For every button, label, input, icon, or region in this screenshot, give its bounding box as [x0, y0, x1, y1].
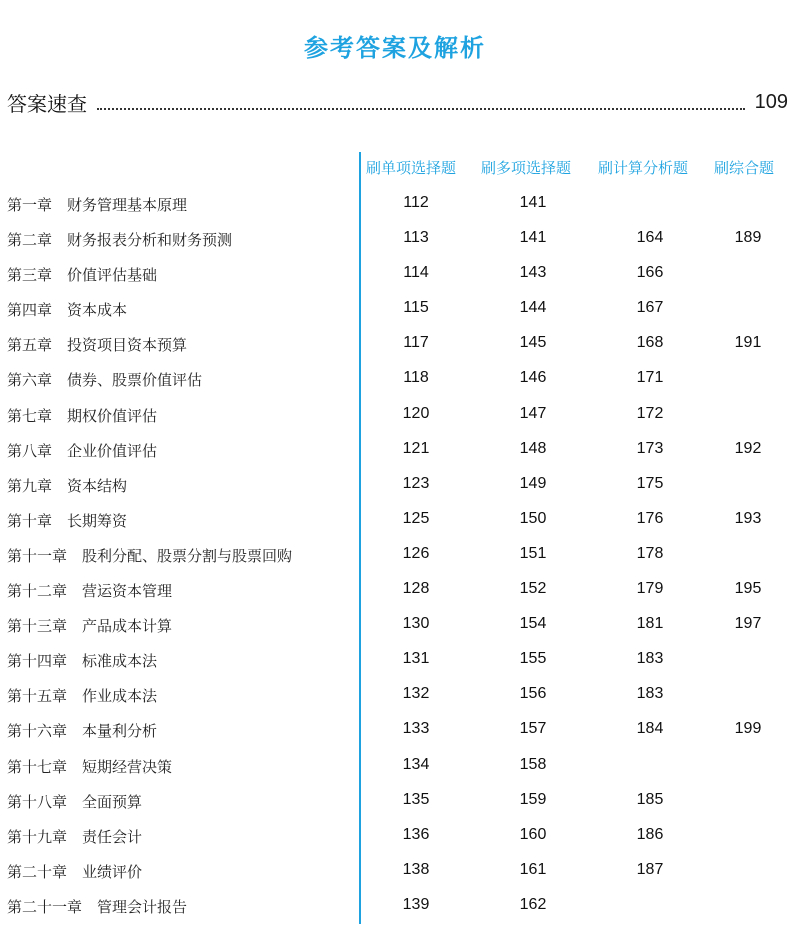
chapter-title: 第十一章 股利分配、股票分割与股票回购 [7, 546, 293, 565]
single-choice-page: 112 [403, 194, 429, 211]
single-choice-page: 135 [402, 790, 430, 808]
multiple-choice-page: 162 [519, 895, 547, 913]
single-choice-page: 128 [402, 580, 430, 598]
single-choice-page: 132 [402, 685, 430, 703]
chapter-title: 第二十一章 管理会计报告 [7, 897, 188, 916]
multiple-choice-page: 148 [519, 439, 547, 457]
single-choice-page: 125 [402, 509, 430, 527]
multiple-choice-page: 145 [519, 334, 547, 352]
header-calculation: 刷计算分析题 [598, 159, 689, 177]
table-row[interactable] [0, 642, 790, 677]
table-row[interactable] [0, 397, 790, 432]
single-choice-page: 115 [403, 299, 429, 317]
multiple-choice-page: 157 [519, 720, 547, 738]
multiple-choice-page: 159 [519, 790, 547, 808]
single-choice-page: 113 [403, 229, 429, 247]
page-title: 参考答案及解析 [304, 34, 486, 62]
chapter-title: 第八章 企业价值评估 [7, 441, 158, 460]
chapter-title: 第六章 债券、股票价值评估 [7, 371, 203, 390]
multiple-choice-page: 156 [519, 685, 547, 703]
chapter-title: 第十二章 营运资本管理 [7, 582, 173, 601]
table-row[interactable] [0, 221, 790, 256]
comprehensive-page: 195 [734, 580, 762, 598]
single-choice-page: 133 [402, 720, 430, 738]
multiple-choice-page: 144 [519, 299, 547, 317]
table-row[interactable] [0, 677, 790, 712]
comprehensive-page: 191 [734, 334, 762, 352]
table-row[interactable] [0, 783, 790, 818]
header-multiple-choice: 刷多项选择题 [481, 159, 572, 177]
chapter-title: 第二章 财务报表分析和财务预测 [7, 231, 233, 250]
calculation-page: 186 [636, 825, 664, 843]
single-choice-page: 126 [402, 544, 430, 562]
quick-reference-entry[interactable] [7, 88, 788, 116]
calculation-page: 185 [636, 790, 664, 808]
multiple-choice-page: 151 [519, 544, 547, 562]
table-row[interactable] [0, 502, 790, 537]
calculation-page: 166 [636, 264, 664, 282]
table-row[interactable] [0, 467, 790, 502]
table-row[interactable] [0, 256, 790, 291]
multiple-choice-page: 160 [519, 825, 547, 843]
chapter-title: 第十七章 短期经营决策 [7, 757, 173, 776]
multiple-choice-page: 154 [519, 615, 547, 633]
multiple-choice-page: 141 [519, 229, 547, 247]
calculation-page: 184 [636, 720, 664, 738]
single-choice-page: 138 [402, 860, 430, 878]
chapter-title: 第一章 财务管理基本原理 [7, 196, 188, 214]
chapter-title: 第九章 资本结构 [7, 476, 128, 495]
calculation-page: 164 [636, 229, 664, 247]
chapter-title: 第三章 价值评估基础 [7, 266, 158, 285]
quick-reference-label: 答案速查 [7, 91, 87, 116]
chapter-title: 第十章 长期筹资 [7, 511, 128, 530]
calculation-page: 178 [636, 544, 664, 562]
calculation-page: 172 [636, 404, 664, 422]
single-choice-page: 123 [402, 474, 430, 492]
comprehensive-page: 197 [734, 615, 762, 633]
table-row[interactable] [0, 607, 790, 642]
header-comprehensive: 刷综合题 [714, 159, 775, 177]
calculation-page: 187 [636, 860, 664, 878]
single-choice-page: 134 [402, 755, 430, 773]
calculation-page: 183 [636, 685, 664, 703]
chapter-title: 第十三章 产品成本计算 [7, 617, 173, 636]
multiple-choice-page: 146 [519, 369, 547, 387]
multiple-choice-page: 149 [519, 474, 547, 492]
multiple-choice-page: 155 [519, 650, 547, 668]
calculation-page: 176 [636, 509, 664, 527]
chapter-title: 第十六章 本量利分析 [7, 722, 158, 741]
single-choice-page: 136 [402, 825, 430, 843]
table-row[interactable] [0, 748, 790, 783]
quick-reference-page: 109 [754, 90, 788, 113]
table-row[interactable] [0, 888, 790, 923]
calculation-page: 183 [636, 650, 664, 668]
multiple-choice-page: 143 [519, 264, 547, 282]
multiple-choice-page: 158 [519, 755, 547, 773]
calculation-page: 179 [636, 580, 664, 598]
dot-leader [97, 94, 745, 110]
chapter-title: 第十五章 作业成本法 [7, 687, 158, 706]
chapter-title: 第二十章 业绩评价 [7, 862, 143, 881]
table-row[interactable] [0, 818, 790, 853]
table-row[interactable] [0, 291, 790, 326]
single-choice-page: 118 [403, 369, 429, 387]
single-choice-page: 117 [403, 334, 429, 352]
chapter-title: 第五章 投资项目资本预算 [7, 336, 188, 355]
single-choice-page: 131 [402, 650, 430, 668]
chapter-title: 第四章 资本成本 [7, 301, 128, 320]
multiple-choice-page: 147 [519, 404, 547, 422]
multiple-choice-page: 141 [519, 194, 547, 211]
answer-table [0, 186, 790, 923]
comprehensive-page: 199 [734, 720, 762, 738]
calculation-page: 168 [636, 334, 664, 352]
table-row[interactable] [0, 712, 790, 747]
table-row[interactable] [0, 572, 790, 607]
table-row[interactable] [0, 361, 790, 396]
calculation-page: 175 [636, 474, 664, 492]
header-single-choice: 刷单项选择题 [366, 159, 457, 177]
multiple-choice-page: 152 [519, 580, 547, 598]
single-choice-page: 139 [402, 895, 430, 913]
single-choice-page: 121 [402, 439, 430, 457]
comprehensive-page: 189 [734, 229, 762, 247]
calculation-page: 181 [636, 615, 664, 633]
calculation-page: 167 [636, 299, 664, 317]
multiple-choice-page: 150 [519, 509, 547, 527]
chapter-title: 第十四章 标准成本法 [7, 652, 158, 671]
table-row[interactable] [0, 326, 790, 361]
single-choice-page: 130 [402, 615, 430, 633]
table-row[interactable] [0, 853, 790, 888]
comprehensive-page: 193 [734, 509, 762, 527]
single-choice-page: 114 [403, 264, 429, 282]
chapter-title: 第十八章 全面预算 [7, 792, 143, 811]
calculation-page: 173 [636, 439, 664, 457]
single-choice-page: 120 [402, 404, 430, 422]
multiple-choice-page: 161 [519, 860, 547, 878]
comprehensive-page: 192 [734, 439, 762, 457]
table-row[interactable] [0, 186, 790, 221]
chapter-title: 第十九章 责任会计 [7, 827, 143, 846]
calculation-page: 171 [636, 369, 664, 387]
chapter-title: 第七章 期权价值评估 [7, 406, 158, 425]
table-row[interactable] [0, 432, 790, 467]
table-row[interactable] [0, 537, 790, 572]
